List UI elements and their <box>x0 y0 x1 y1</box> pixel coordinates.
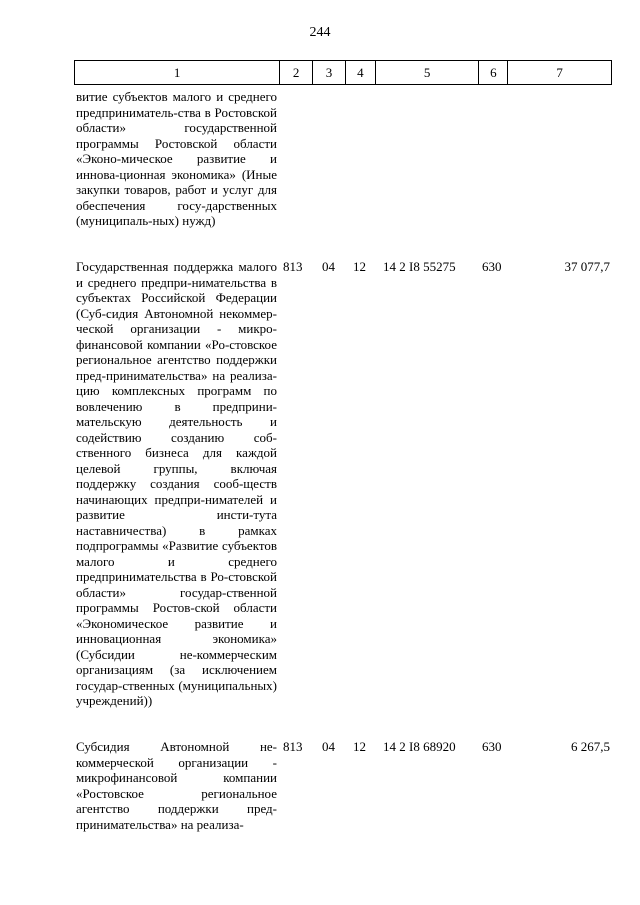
column-header-1: 1 <box>75 61 280 84</box>
column-header-2: 2 <box>280 61 313 84</box>
row-pr: 12 <box>353 739 366 754</box>
column-header-6: 6 <box>479 61 508 84</box>
row-rz: 04 <box>322 739 335 754</box>
row-ved: 813 <box>283 259 303 274</box>
column-header-5: 5 <box>376 61 480 84</box>
row-vr: 630 <box>482 739 502 754</box>
row-sum: 6 267,5 <box>571 739 610 754</box>
column-header-7: 7 <box>556 65 563 80</box>
row-description: Государственная поддержка малого и среднего предпри-нимательства в субъектах Российской Федерации (Суб-сидия Автономной некоммер-ческой организации - микро-финансовой компании «Ро-стовское региональное агентство поддержки пред-принимательства» на реализа-цию комплексных программ по вовлечению в предприни-мательскую деятельность и содействию созданию соб-ственного бизнеса для каждой целевой группы, включая поддержку создания сооб-ществ начинающих предпри-нимателей и развитие инсти-тута наставничества) в рамках подпрограммы «Развитие субъектов малого и среднего предпринимательства в Ро-стовской области» государ-ственной программы Ростов-ской области «Экономическое развитие и инновационная экономика» (Субсидии не-коммерческим организациям (за исключением государ-ственных (муниципальных) учреждений)) <box>76 259 277 708</box>
row-vr: 630 <box>482 259 502 274</box>
table-header <box>74 60 612 85</box>
row-pr: 12 <box>353 259 366 274</box>
column-header-3: 3 <box>313 61 346 84</box>
row-description: витие субъектов малого и среднего предприниматель-ства в Ростовской области» государственной программы Ростовской области «Эконо-мическое развитие и иннова-ционная экономика» (Иные закупки товаров, работ и услуг для обеспечения госу-дарственных (муниципаль-ных) нужд) <box>76 89 277 228</box>
row-sum: 37 077,7 <box>564 259 610 274</box>
page-number: 244 <box>309 25 331 40</box>
row-description: Субсидия Автономной не-коммерческой организации - микрофинансовой компании «Ростовское региональное агентство поддержки пред-принимательства» на реализа- <box>76 739 277 832</box>
row-rz: 04 <box>322 259 335 274</box>
row-ved: 813 <box>283 739 303 754</box>
column-header-4: 4 <box>346 61 376 84</box>
row-csr: 14 2 I8 55275 <box>383 259 456 274</box>
row-csr: 14 2 I8 68920 <box>383 739 456 754</box>
